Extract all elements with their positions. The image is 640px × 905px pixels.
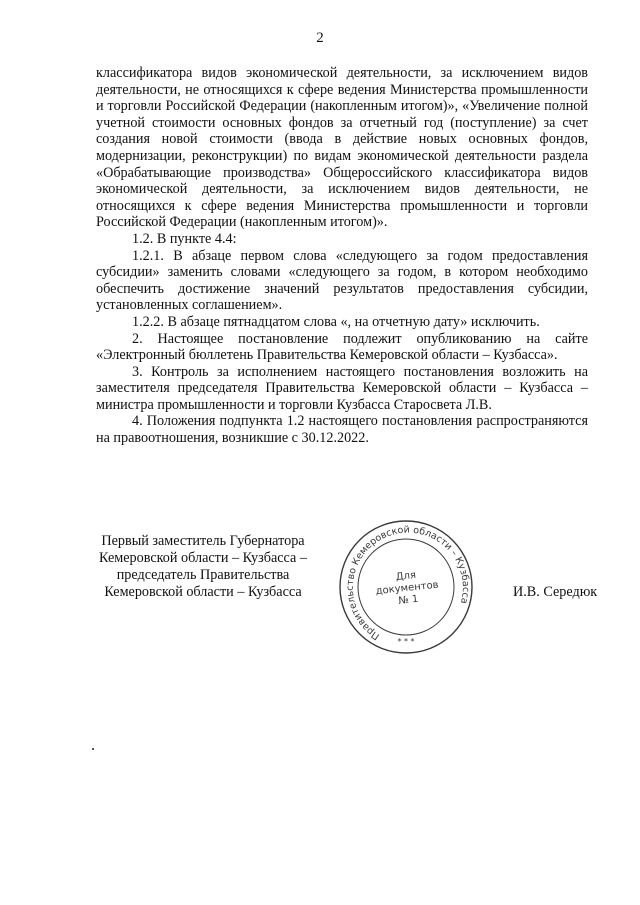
paragraph-clause-3: 3. Контроль за исполнением настоящего постановления возложить на заместителя председателя Правительства Кемеровской области – Кузбасса – министра промышленности и торговли Кузбасса Старосвета Л.В.: [96, 363, 588, 413]
paragraph-clause-2: 2. Настоящее постановление подлежит опубликованию на сайте «Электронный бюллетень Правительства Кемеровской области – Кузбасса».: [96, 330, 588, 364]
page-number: 2: [316, 30, 324, 46]
official-seal: [336, 517, 476, 657]
seal-center-line: документов: [375, 579, 440, 598]
signatory-title-line: Первый заместитель Губернатора: [101, 533, 305, 549]
signatory-title-line: Кемеровской области – Кузбасса: [104, 584, 302, 600]
seal-center-line: № 1: [397, 593, 419, 607]
signatory-title: [96, 533, 310, 601]
seal-center-line: Для: [395, 569, 417, 583]
paragraph-continuation: классификатора видов экономической деятельности, за исключением видов деятельности, не относящихся к сфере ведения Министерства промышленности и торговли Российской Федерации (накопленным итогом)», «Увеличение полной учетной стоимости основных фондов за отчетный год (поступление) за счет создания новой стоимости (ввода в действие новых основных фондов, модернизации, реконструкции) по видам экономической деятельности раздела «Обрабатывающие производства» Общероссийского классификатора видов экономической деятельности, за исключением видов деятельности, не относящихся к сфере ведения Министерства промышленности и торговли Российской Федерации (накопленным итогом)».: [96, 65, 588, 231]
scan-dot-mark: [92, 748, 94, 750]
signatory-name: И.В. Середюк: [513, 584, 598, 600]
document-body: [96, 65, 588, 447]
seal-stars: * * *: [397, 637, 415, 646]
paragraph-clause-1-2: 1.2. В пункте 4.4:: [132, 230, 237, 247]
signatory-title-line: Кемеровской области – Кузбасса –: [99, 550, 307, 566]
paragraph-clause-4: 4. Положения подпункта 1.2 настоящего постановления распространяются на правоотношения, возникшие с 30.12.2022.: [96, 413, 588, 447]
paragraph-clause-1-2-2: 1.2.2. В абзаце пятнадцатом слова «, на отчетную дату» исключить.: [132, 313, 540, 330]
paragraph-clause-1-2-1: 1.2.1. В абзаце первом слова «следующего за годом предоставления субсидии» заменить словами «следующего за годом, в котором необходимо обеспечить достижение значений результатов предоставления субсидии, установленных соглашением».: [96, 247, 588, 314]
seal-ring-text: Правительство Кемеровской области – Кузбасса: [344, 524, 471, 642]
signatory-title-line: председатель Правительства: [116, 567, 290, 583]
